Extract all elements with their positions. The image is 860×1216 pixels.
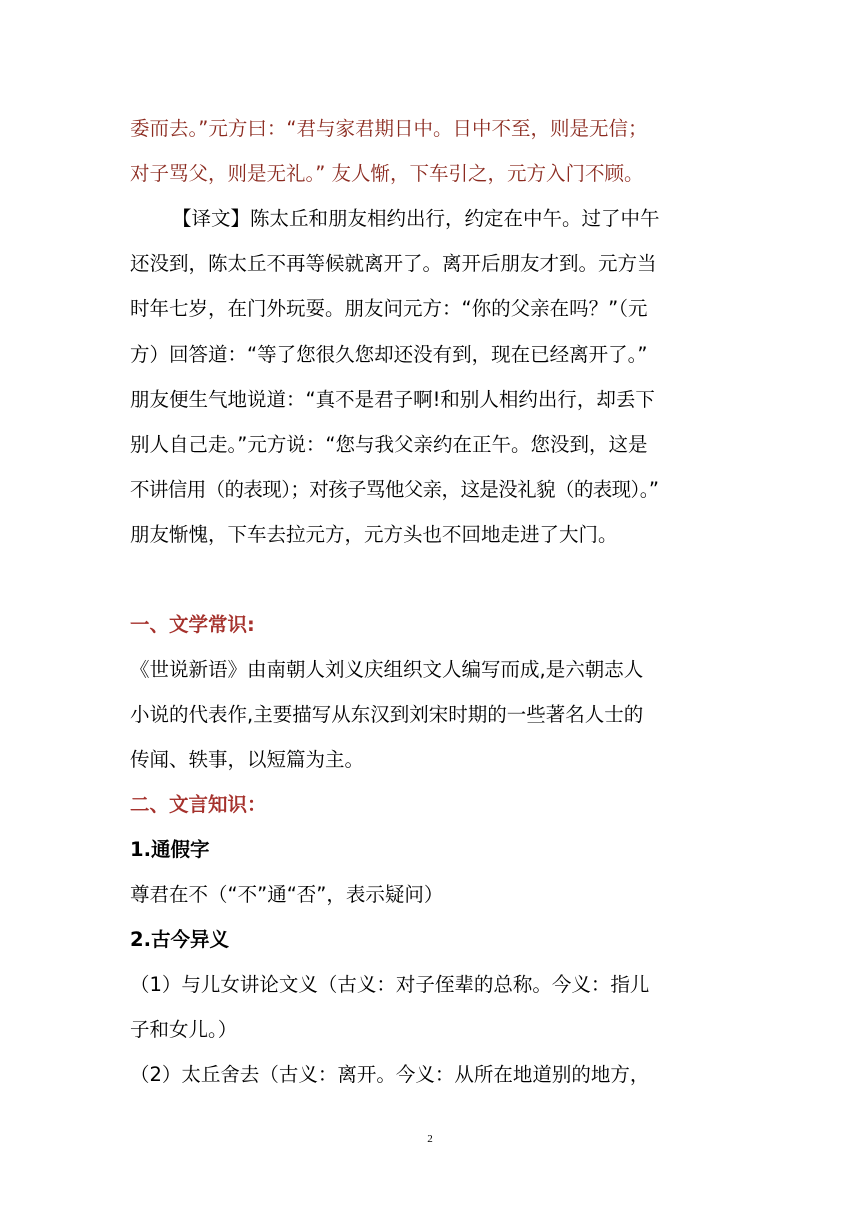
gujinyiyi-item: 子和女儿。） [130, 1018, 238, 1041]
section-heading-literary-knowledge: 一、文学常识: [130, 613, 255, 636]
section-body-line: 传闻、轶事，以短篇为主。 [130, 748, 365, 771]
gujinyiyi-item: （2）太丘舍去（古义：离开。今义：从所在地道别的地方， [130, 1063, 650, 1086]
subheading-gujinyiyi: 2.古今异义 [130, 928, 229, 951]
translation-line: 朋友惭愧，下车去拉元方，元方头也不回地走进了大门。 [130, 523, 618, 546]
page-number: 2 [427, 1133, 433, 1145]
translation-line: 朋友便生气地说道：“真不是君子啊!和别人相约出行，却丢下 [130, 388, 655, 411]
subheading-tongjiazi: 1.通假字 [130, 838, 210, 861]
translation-line: 方）回答道：“等了您很久您却还没有到，现在已经离开了。” [130, 343, 648, 366]
section-body-line: 《世说新语》由南朝人刘义庆组织文人编写而成,是六朝志人 [130, 658, 644, 681]
translation-line: 时年七岁，在门外玩耍。朋友问元方：“你的父亲在吗？”（元 [130, 297, 648, 320]
tongjiazi-item: 尊君在不（“不”通“否”，表示疑问） [130, 883, 444, 906]
translation-line: 【译文】陈太丘和朋友相约出行，约定在中午。过了中午 [172, 207, 660, 230]
original-text-line: 委而去。”元方曰：“君与家君期日中。日中不至，则是无信； [130, 117, 648, 140]
section-body-line: 小说的代表作,主要描写从东汉到刘宋时期的一些著名人士的 [130, 703, 644, 726]
original-text-line: 对子骂父，则是无礼。” 友人惭，下车引之，元方入门不顾。 [130, 162, 644, 185]
translation-line: 别人自己走。”元方说：“您与我父亲约在正午。您没到，这是 [130, 433, 648, 456]
gujinyiyi-item: （1）与儿女讲论文义（古义：对子侄辈的总称。今义：指儿 [130, 973, 650, 996]
translation-line: 还没到，陈太丘不再等候就离开了。离开后朋友才到。元方当 [130, 252, 657, 275]
section-heading-classical-knowledge: 二、文言知识： [130, 793, 267, 816]
translation-line: 不讲信用（的表现）；对孩子骂他父亲，这是没礼貌（的表现）。” [130, 478, 659, 501]
